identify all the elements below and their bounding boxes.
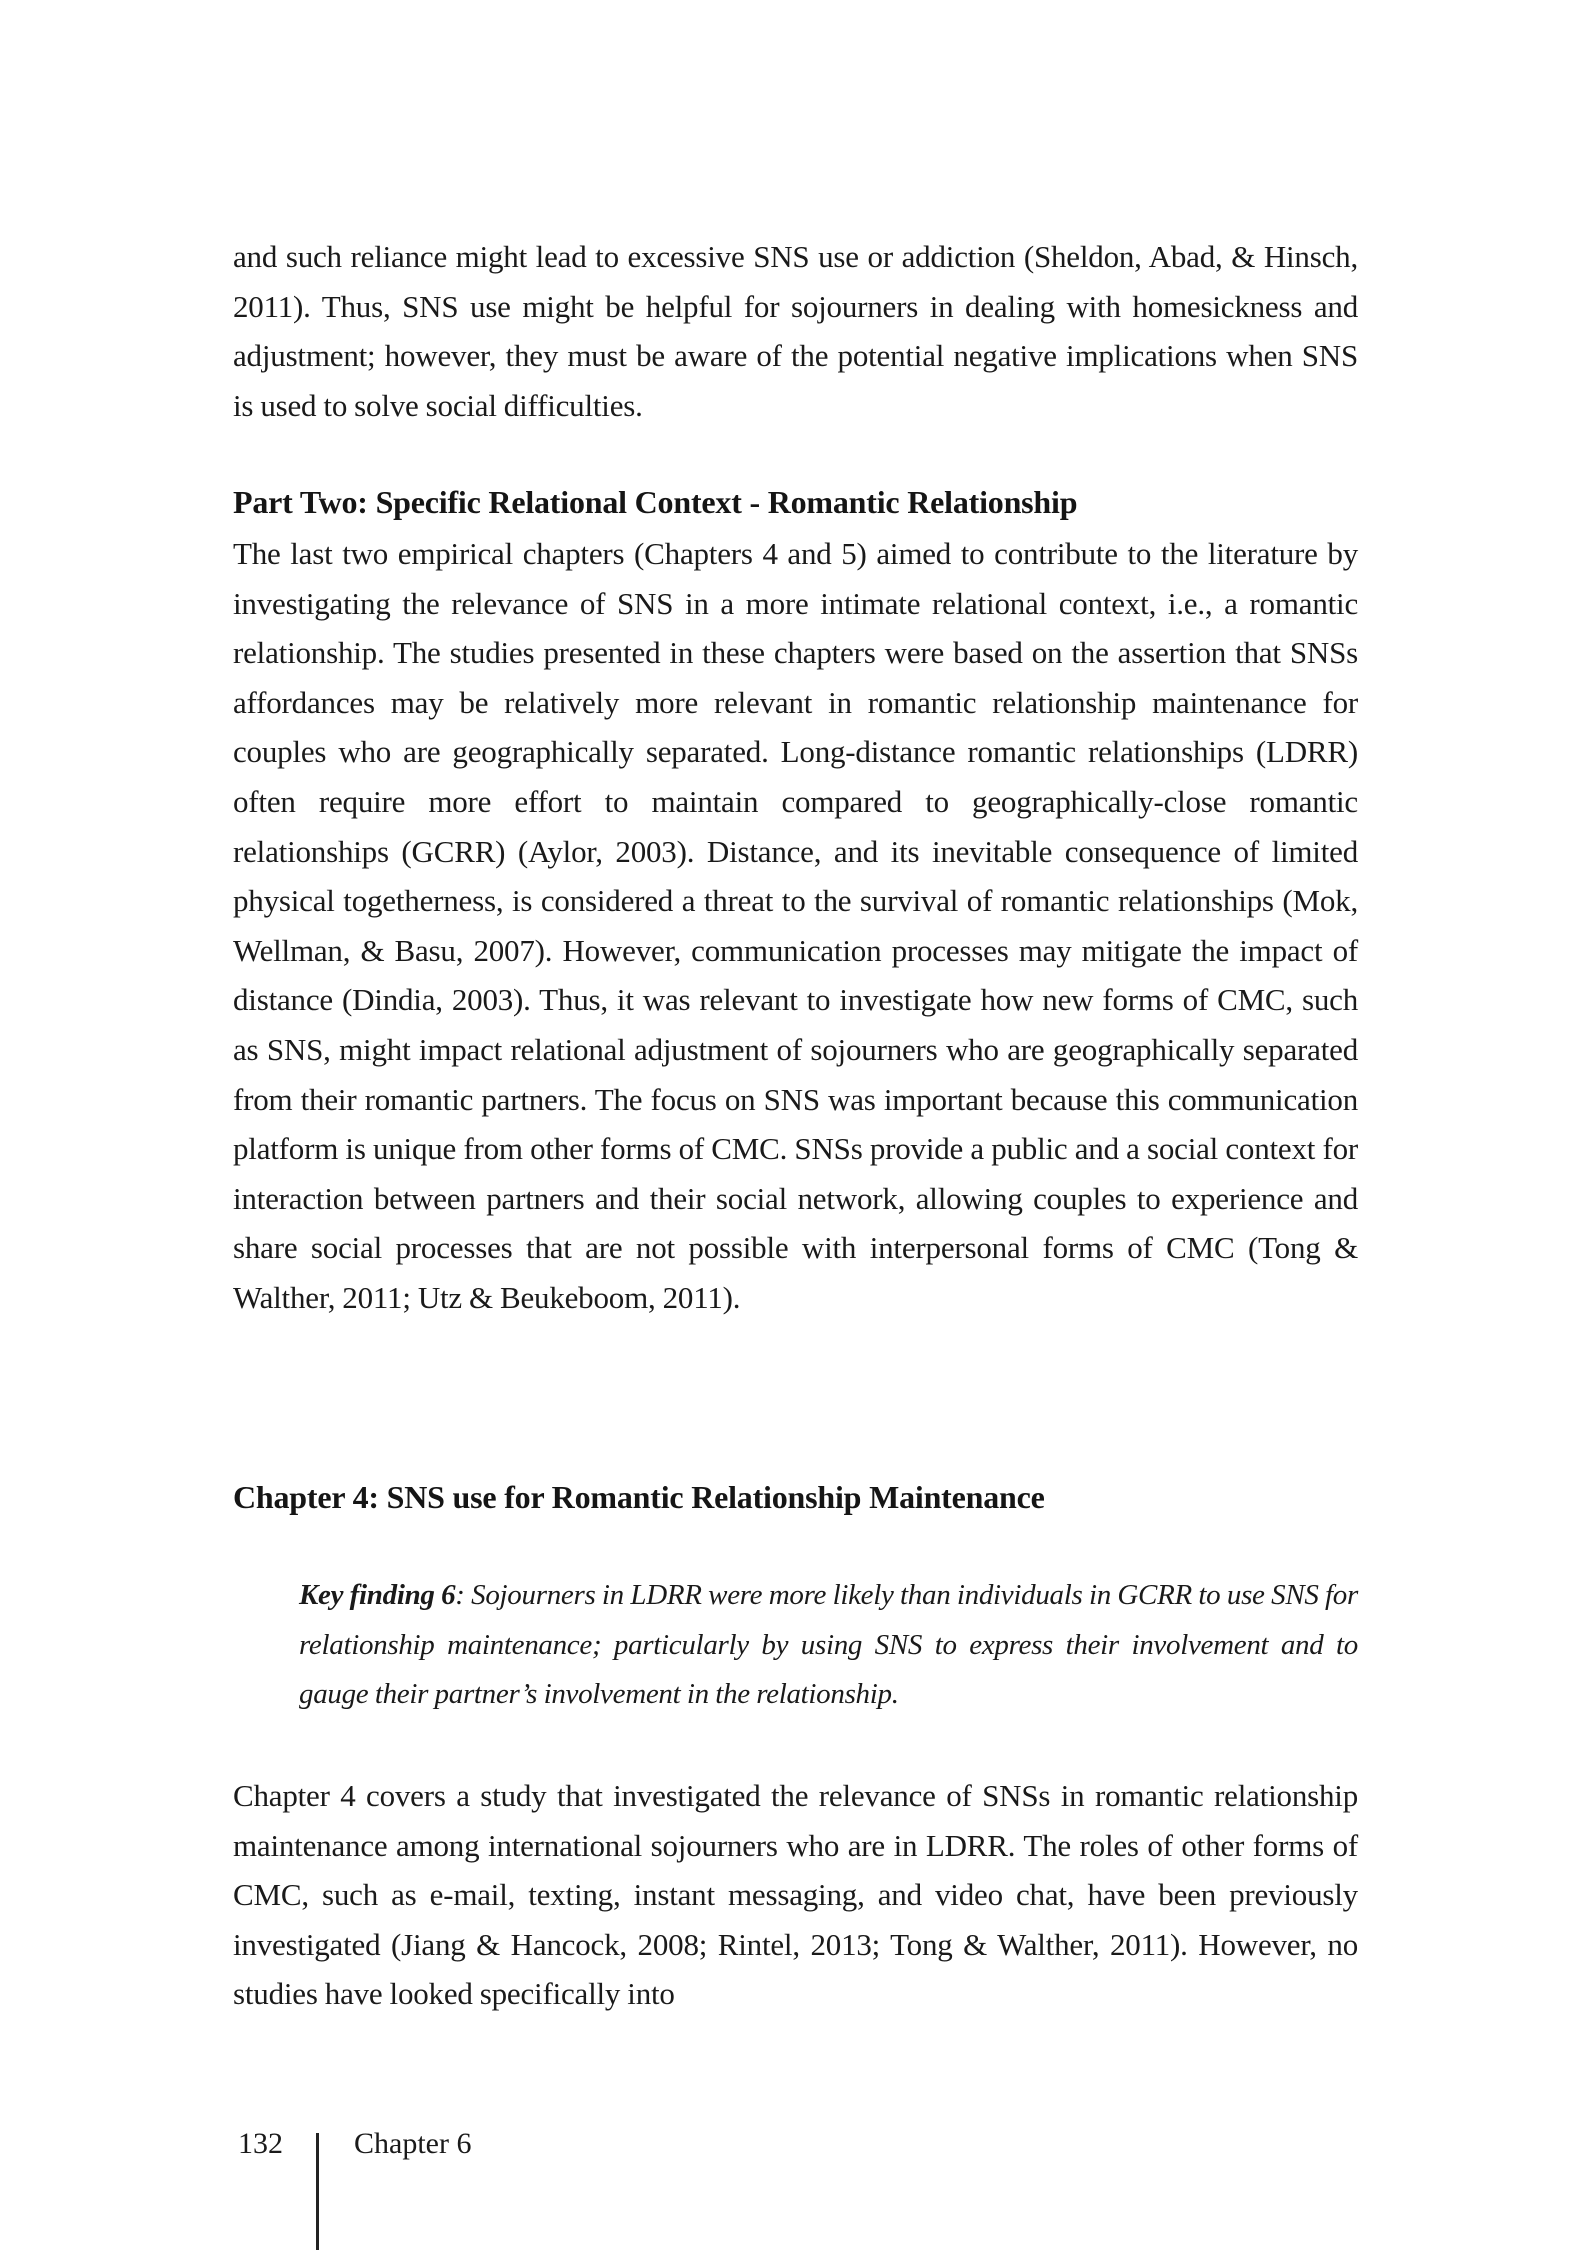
page-number: 132 [238, 2127, 283, 2160]
body-paragraph-2 [233, 529, 1358, 1323]
key-finding-text: : Sojourners in LDRR were more likely than individuals in GCRR to use SNS for relationship maintenance; particularly by using SNS to express their involvement and to gauge their partner’s involvement in the relationship. [299, 1579, 1358, 1711]
footer-divider [316, 2133, 319, 2250]
chapter-heading: Chapter 4: SNS use for Romantic Relationship Maintenance [233, 1479, 1045, 1515]
key-finding-callout [299, 1571, 1358, 1720]
running-footer-chapter: Chapter 6 [354, 2127, 472, 2160]
body-paragraph-1 [233, 232, 1358, 430]
paragraph-text: and such reliance might lead to excessive SNS use or addiction (Sheldon, Abad, & Hinsch, 2011). Thus, SNS use might be helpful for sojourners in dealing with homesickness and adjustment; however, they must be aware of the potential negative implications when SNS is used to solve social difficulties. [233, 239, 1358, 423]
paragraph-text: The last two empirical chapters (Chapters 4 and 5) aimed to contribute to the literature by investigating the relevance of SNS in a more intimate relational context, i.e., a romantic relationship. The studies presented in these chapters were based on the assertion that SNSs affordances may be relatively more relevant in romantic relationship maintenance for couples who are geographically separated. Long-distance romantic relationships (LDRR) often require more effort to maintain compared to geographically-close romantic relationships (GCRR) (Aylor, 2003). Distance, and its inevitable consequence of limited physical togetherness, is considered a threat to the survival of romantic relationships (Mok, Wellman, & Basu, 2007). However, communication processes may mitigate the impact of distance (Dindia, 2003). Thus, it was relevant to investigate how new forms of CMC, such as SNS, might impact relational adjustment of sojourners who are geographically separated from their romantic partners. The focus on SNS was important because this communication platform is unique from other forms of CMC. SNSs provide a public and a social context for interaction between partners and their social network, allowing couples to experience and share social processes that are not possible with interpersonal forms of CMC (Tong & Walther, 2011; Utz & Beukeboom, 2011). [233, 536, 1358, 1315]
paragraph-text: Chapter 4 covers a study that investigated the relevance of SNSs in romantic relationship maintenance among international sojourners who are in LDRR. The roles of other forms of CMC, such as e-mail, texting, instant messaging, and video chat, have been previously investigated (Jiang & Hancock, 2008; Rintel, 2013; Tong & Walther, 2011). However, no studies have looked specifically into [233, 1778, 1358, 2012]
key-finding-label: Key finding 6 [299, 1579, 456, 1611]
body-paragraph-3 [233, 1771, 1358, 2019]
section-heading-part-two: Part Two: Specific Relational Context - Romantic Relationship [233, 484, 1078, 520]
